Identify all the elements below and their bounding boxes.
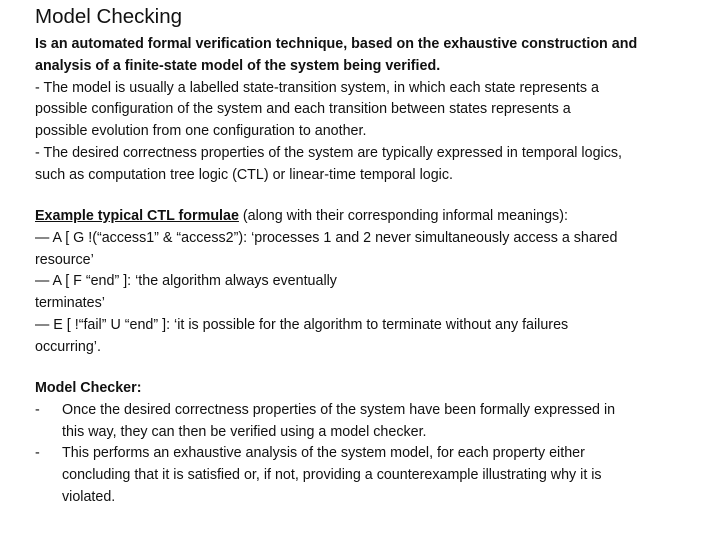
bullet-line: This performs an exhaustive analysis of the system model, for each property either — [62, 445, 585, 462]
intro-bold-line: analysis of a finite-state model of the system being verified. — [35, 57, 441, 74]
formula-line: occurring’. — [35, 338, 101, 355]
formula-line: — A [ G !(“access1” & “access2”): ‘processes 1 and 2 never simultaneously access a shared — [35, 229, 618, 246]
bullet-line: violated. — [62, 488, 116, 505]
intro-line: - The desired correctness properties of the system are typically expressed in temporal logics, — [35, 144, 622, 161]
bullet-text — [62, 443, 602, 508]
model-checker-heading: Model Checker: — [35, 380, 142, 396]
bullet-dash: - — [35, 401, 40, 418]
model-checker-section — [35, 378, 715, 509]
formula-line: resource’ — [35, 251, 94, 268]
bullet-dash: - — [35, 445, 40, 462]
bullet-line: this way, they can then be verified using a model checker. — [62, 423, 427, 440]
examples-heading-rest: (along with their corresponding informal meanings): — [238, 208, 568, 224]
examples-heading-bold: Example typical CTL formulae — [35, 208, 239, 224]
bullet-item — [35, 400, 715, 444]
page-title: Model Checking — [35, 5, 182, 28]
intro-line: - The model is usually a labelled state-transition system, in which each state represents a — [35, 79, 599, 96]
intro-line: possible configuration of the system and each transition between states represents a — [35, 101, 571, 118]
examples-section — [35, 206, 715, 359]
intro-paragraph — [35, 34, 715, 187]
intro-bold-line: Is an automated formal verification technique, based on the exhaustive construction and — [35, 36, 638, 52]
intro-line: possible evolution from one configuration to another. — [35, 123, 367, 140]
formula-line: terminates’ — [35, 295, 105, 312]
bullet-item — [35, 443, 715, 508]
formula-line: — E [ !“fail” U “end” ]: ‘it is possible for the algorithm to terminate without any failures — [35, 316, 569, 333]
intro-line: such as computation tree logic (CTL) or linear-time temporal logic. — [35, 166, 453, 183]
formula-line: — A [ F “end” ]: ‘the algorithm always eventually — [35, 273, 337, 290]
bullet-text — [62, 400, 615, 444]
examples-heading — [35, 206, 715, 228]
bullet-line: Once the desired correctness properties of the system have been formally expressed in — [62, 401, 616, 418]
bullet-line: concluding that it is satisfied or, if not, providing a counterexample illustrating why it is — [62, 467, 602, 484]
